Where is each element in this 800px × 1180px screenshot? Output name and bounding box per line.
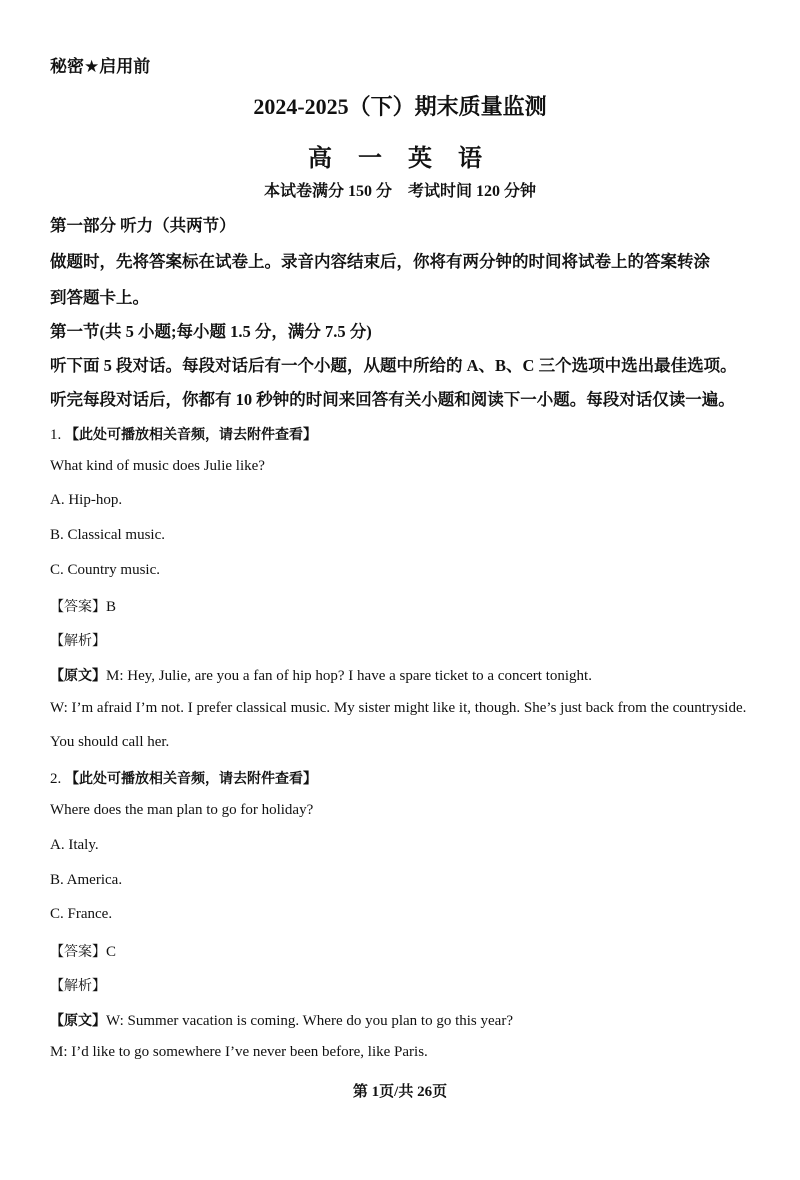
script-label: 【原文】	[50, 1013, 106, 1029]
section1-heading: 第一节(共 5 小题;每小题 1.5 分，满分 7.5 分)	[50, 322, 372, 341]
page-indicator: 第 1页/共 26页	[352, 1084, 448, 1100]
secret-label: 秘密★启用前	[50, 57, 151, 77]
question-1-answer	[50, 596, 116, 616]
exam-meta: 本试卷满分 150 分 考试时间 120 分钟	[263, 183, 536, 200]
script-label: 【原文】	[50, 668, 106, 684]
part1-heading: 第一部分 听力（共两节）	[50, 216, 236, 235]
question-2-option-b: B. America.	[50, 872, 123, 888]
section1-instructions-line1: 听下面 5 段对话。每段对话后有一个小题，从题中所给的 A、B、C 三个选项中选出最佳选项。	[50, 356, 737, 375]
part1-instructions-line2: 到答题卡上。	[50, 288, 149, 307]
section1-instructions-line2: 听完每段对话后，你都有 10 秒钟的时间来回答有关小题和阅读下一小题。每段对话仅读一遍。	[50, 390, 735, 409]
audio-note[interactable]: 【此处可播放相关音频，请去附件查看】	[65, 427, 317, 443]
question-2-script-line1	[50, 1010, 513, 1030]
question-1-analysis	[50, 630, 106, 650]
question-1-option-b: B. Classical music.	[50, 527, 165, 543]
answer-label: 【答案】	[50, 599, 106, 615]
answer-label: 【答案】	[50, 944, 106, 960]
question-2-option-c: C. France.	[50, 906, 113, 922]
question-2-analysis	[50, 975, 106, 995]
script-text: M: Hey, Julie, are you a fan of hip hop? I have a spare ticket to a concert tonight.	[106, 668, 592, 684]
question-1-option-a: A. Hip-hop.	[50, 492, 123, 508]
subject-title: 高 一 英 语	[308, 146, 492, 172]
analysis-label: 【解析】	[50, 978, 106, 994]
question-1-script-line3: You should call her.	[50, 734, 170, 750]
question-number: 2.	[50, 771, 62, 787]
answer-value: B	[106, 599, 117, 615]
exam-title: 2024-2025（下）期末质量监测	[253, 94, 547, 119]
audio-note[interactable]: 【此处可播放相关音频，请去附件查看】	[65, 771, 317, 787]
answer-value: C	[106, 944, 117, 960]
question-1-text: What kind of music does Julie like?	[50, 458, 265, 474]
question-2-header	[50, 768, 317, 788]
part1-instructions-line1: 做题时，先将答案标在试卷上。录音内容结束后，你将有两分钟的时间将试卷上的答案转涂	[50, 252, 710, 271]
analysis-label: 【解析】	[50, 633, 106, 649]
question-1-script-line2: W: I’m afraid I’m not. I prefer classical music. My sister might like it, though. She’s just back from the countryside.	[50, 700, 747, 716]
question-number: 1.	[50, 427, 62, 443]
question-1-script-line1	[50, 665, 592, 685]
question-2-script-line2: M: I’d like to go somewhere I’ve never been before, like Paris.	[50, 1044, 428, 1060]
question-1-option-c: C. Country music.	[50, 562, 161, 578]
question-2-answer	[50, 941, 116, 961]
question-2-option-a: A. Italy.	[50, 837, 99, 853]
question-1-header	[50, 424, 317, 444]
question-2-text: Where does the man plan to go for holiday?	[50, 802, 314, 818]
script-text: W: Summer vacation is coming. Where do you plan to go this year?	[106, 1013, 513, 1029]
